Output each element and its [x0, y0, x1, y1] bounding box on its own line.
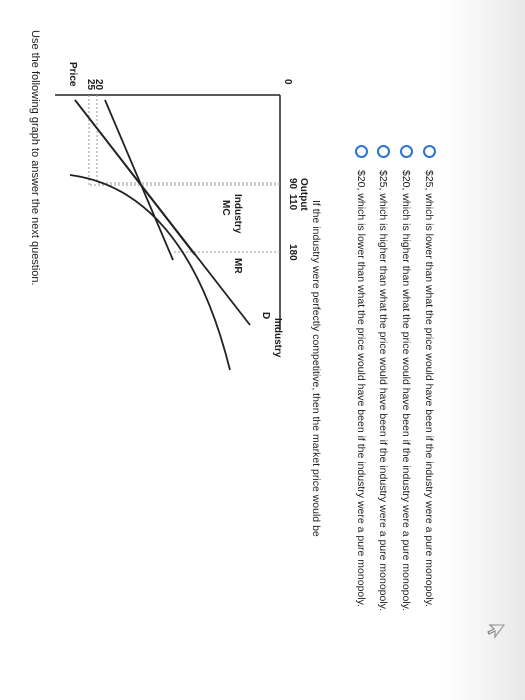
answer-option-1[interactable] [355, 145, 368, 607]
demand-curve-label: Industry [272, 318, 283, 358]
secondary-curve [105, 100, 173, 260]
y-tick-label: 20 [93, 79, 104, 91]
arrow-cursor-icon [485, 622, 507, 644]
x-tick-label: 110 [287, 194, 298, 211]
radio-button-icon[interactable] [400, 145, 413, 158]
answer-option-label: $25, which is lower than what the price would have been if the industry were a pure monopoly. [423, 170, 436, 607]
answer-option-label: $20, which is lower than what the price would have been if the industry were a pure monopoly. [355, 170, 368, 607]
radio-button-icon[interactable] [377, 145, 390, 158]
radio-button-icon[interactable] [423, 145, 436, 158]
y-axis-label: Price [67, 62, 78, 87]
y-tick-label: 25 [85, 79, 96, 91]
origin-label: 0 [282, 79, 293, 85]
answer-option-4[interactable] [423, 145, 436, 607]
radio-button-icon[interactable] [355, 145, 368, 158]
answer-option-label: $25, which is higher than what the price would have been if the industry were a pure monopoly. [377, 170, 390, 612]
answer-options [325, 145, 525, 685]
mr-curve [75, 100, 195, 255]
demand-curve-label: D [260, 312, 271, 320]
answer-option-label: $20, which is higher than what the price would have been if the industry were a pure monopoly. [400, 170, 413, 612]
question-text: If the industry were perfectly competitive, then the market price would be [310, 200, 322, 537]
x-tick-label: 180 [287, 244, 298, 261]
mc-curve-label: MC [220, 200, 231, 216]
x-axis-label: Output [298, 178, 309, 211]
mc-curve-label: Industry [232, 194, 243, 234]
answer-option-3[interactable] [400, 145, 413, 611]
answer-option-2[interactable] [377, 145, 390, 611]
mr-curve-label: MR [232, 258, 243, 274]
instruction-text: Use the following graph to answer the next question. [29, 30, 41, 286]
x-tick-label: 90 [287, 178, 298, 190]
